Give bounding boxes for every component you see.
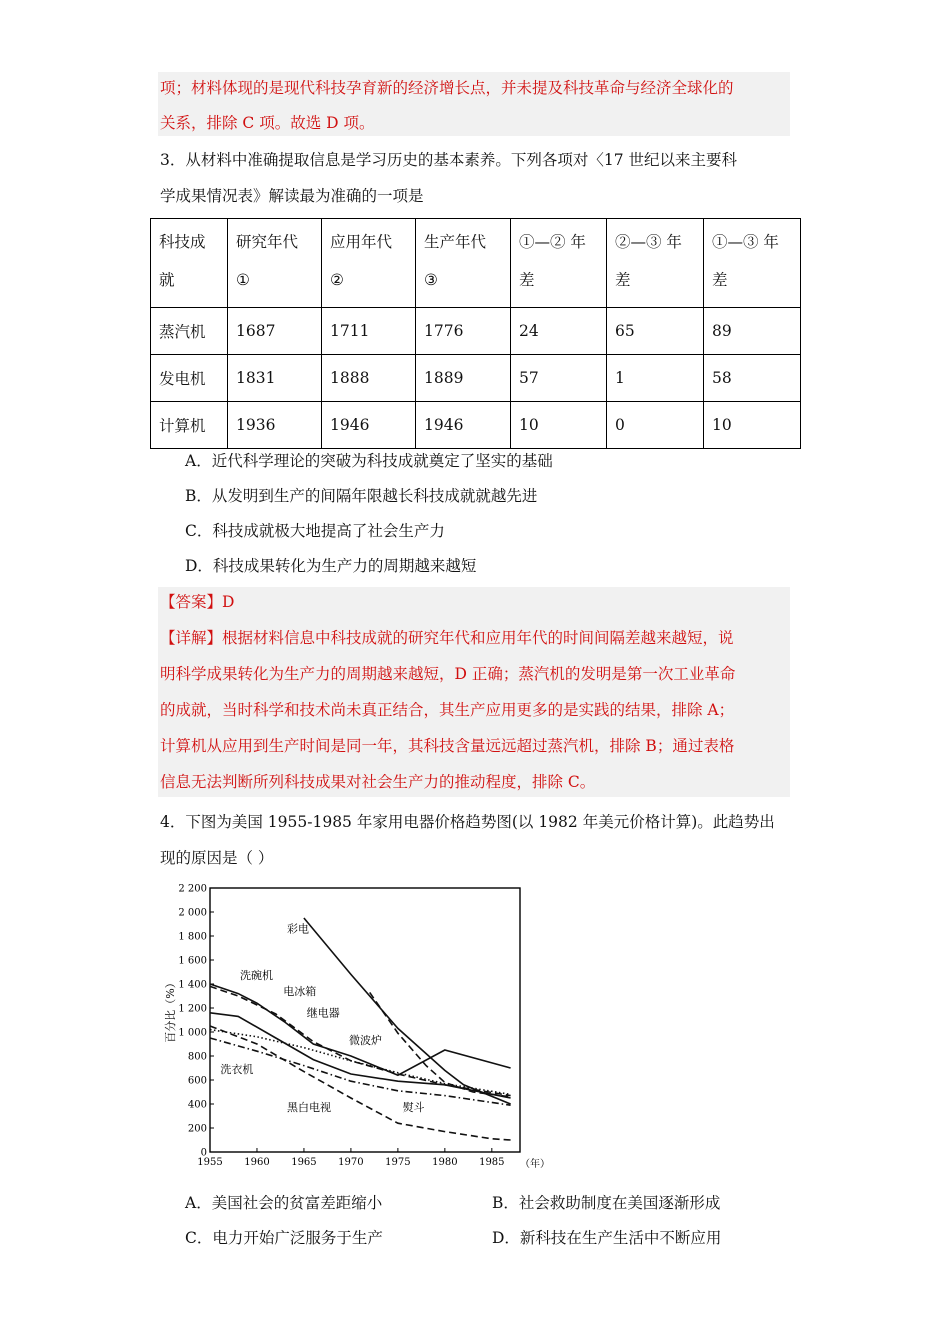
x-tick-label: 1985 bbox=[479, 1157, 505, 1168]
prev-analysis-line-2: 关系，排除 C 项。故选 D 项。 bbox=[160, 114, 375, 132]
table-cell: 发电机 bbox=[151, 355, 228, 402]
y-tick-label: 1 600 bbox=[178, 955, 207, 967]
series-label: 熨斗 bbox=[402, 1101, 425, 1115]
q4-option-b: B．社会救助制度在美国逐渐形成 bbox=[492, 1194, 721, 1212]
table-header-cell: 应用年代 ② bbox=[322, 219, 416, 308]
table-cell: 24 bbox=[511, 308, 607, 355]
q3-analysis-line-4: 计算机从应用到生产时间是同一年，其科技含量远远超过蒸汽机，排除 B；通过表格 bbox=[160, 737, 735, 755]
x-tick-label: 1970 bbox=[338, 1157, 364, 1168]
x-tick-label: 1975 bbox=[385, 1157, 411, 1168]
y-tick-label: 0 bbox=[200, 1147, 207, 1159]
table-cell: 1831 bbox=[228, 355, 322, 402]
q3-analysis-line-1: 【详解】根据材料信息中科技成就的研究年代和应用年代的时间间隔差越来越短，说 bbox=[160, 629, 734, 647]
q3-answer: 【答案】D bbox=[160, 593, 235, 611]
table-cell: 1936 bbox=[228, 402, 322, 449]
y-tick-label: 400 bbox=[187, 1099, 207, 1111]
chart-series bbox=[210, 918, 511, 1140]
table-cell: 1776 bbox=[416, 308, 511, 355]
table-header-cell: ②—③ 年 差 bbox=[607, 219, 704, 308]
series-label: 彩电 bbox=[287, 922, 310, 936]
y-tick-label: 1 800 bbox=[178, 931, 207, 943]
q3-option-c: C．科技成就极大地提高了社会生产力 bbox=[185, 522, 445, 540]
series-label: 微波炉 bbox=[349, 1034, 383, 1047]
prev-analysis-line-1: 项；材料体现的是现代科技孕育新的经济增长点，并未提及科技革命与经济全球化的 bbox=[160, 79, 734, 97]
q3-option-d: D．科技成果转化为生产力的周期越来越短 bbox=[185, 557, 477, 575]
table-cell: 57 bbox=[511, 355, 607, 402]
table-header-cell: ①—② 年 差 bbox=[511, 219, 607, 308]
q4-option-d: D．新科技在生产生活中不断应用 bbox=[492, 1229, 722, 1247]
table-cell: 1946 bbox=[416, 402, 511, 449]
table-cell: 1889 bbox=[416, 355, 511, 402]
q3-option-a: A．近代科学理论的突破为科技成就奠定了坚实的基础 bbox=[185, 452, 553, 470]
series-label: 洗衣机 bbox=[220, 1062, 254, 1076]
x-tick-label: 1965 bbox=[291, 1157, 317, 1168]
q3-stem-line-2: 学成果情况表》解读最为准确的一项是 bbox=[160, 187, 424, 205]
series-label: 黑白电视 bbox=[287, 1101, 332, 1115]
series-label: 电冰箱 bbox=[283, 984, 317, 998]
q4-option-a: A．美国社会的贫富差距缩小 bbox=[185, 1194, 383, 1212]
q4-stem-line-1: 4．下图为美国 1955-1985 年家用电器价格趋势图(以 1982 年美元价格计算)。此趋势出 bbox=[160, 813, 775, 831]
y-tick-label: 2 000 bbox=[178, 907, 207, 919]
x-tick-label: 1980 bbox=[432, 1157, 458, 1168]
y-tick-label: 2 200 bbox=[178, 883, 207, 895]
chart-axes bbox=[178, 884, 520, 1169]
series-line bbox=[370, 992, 511, 1096]
q3-analysis-line-3: 的成就，当时科学和技术尚未真正结合，其生产应用更多的是实践的结果，排除 A； bbox=[160, 701, 735, 719]
table-row bbox=[151, 308, 801, 355]
answer-highlight-band bbox=[158, 587, 790, 797]
chart-series-labels bbox=[220, 921, 424, 1114]
q3-stem-line-1: 3．从材料中准确提取信息是学习历史的基本素养。下列各项对〈17 世纪以来主要科 bbox=[160, 151, 738, 169]
table-cell: 89 bbox=[704, 308, 801, 355]
table-cell: 1711 bbox=[322, 308, 416, 355]
table-row bbox=[151, 402, 801, 449]
chart-y-axis-label: 百分比（%） bbox=[164, 977, 177, 1043]
table-header-row bbox=[151, 219, 801, 308]
table-cell: 58 bbox=[704, 355, 801, 402]
table-cell: 0 bbox=[607, 402, 704, 449]
x-tick-label: 1960 bbox=[244, 1157, 270, 1168]
appliance-price-trend-chart bbox=[162, 880, 550, 1175]
table-cell: 10 bbox=[511, 402, 607, 449]
y-tick-label: 1 200 bbox=[178, 1003, 207, 1015]
table-cell: 蒸汽机 bbox=[151, 308, 228, 355]
table-cell: 计算机 bbox=[151, 402, 228, 449]
chart-x-axis-label: （年） bbox=[520, 1159, 550, 1170]
series-label: 洗碗机 bbox=[240, 969, 274, 983]
plot-frame bbox=[210, 888, 520, 1152]
table-header-cell: ①—③ 年 差 bbox=[704, 219, 801, 308]
table-cell: 1888 bbox=[322, 355, 416, 402]
y-tick-label: 1 000 bbox=[178, 1027, 207, 1039]
table-header-cell: 研究年代 ① bbox=[228, 219, 322, 308]
y-tick-label: 800 bbox=[187, 1051, 207, 1063]
series-line bbox=[210, 1038, 511, 1105]
series-label: 继电器 bbox=[306, 1006, 340, 1020]
table-cell: 65 bbox=[607, 308, 704, 355]
table-cell: 1946 bbox=[322, 402, 416, 449]
table-cell: 1 bbox=[607, 355, 704, 402]
x-tick-label: 1955 bbox=[197, 1157, 223, 1168]
q4-option-c: C．电力开始广泛服务于生产 bbox=[185, 1229, 383, 1247]
q3-option-b: B．从发明到生产的间隔年限越长科技成就就越先进 bbox=[185, 487, 538, 505]
series-line bbox=[210, 984, 511, 1075]
y-tick-label: 200 bbox=[187, 1123, 207, 1135]
table-cell: 1687 bbox=[228, 308, 322, 355]
science-achievements-table bbox=[150, 218, 801, 449]
table-row bbox=[151, 355, 801, 402]
table-header-cell: 科技成 就 bbox=[151, 219, 228, 308]
table-cell: 10 bbox=[704, 402, 801, 449]
y-tick-label: 600 bbox=[187, 1075, 207, 1087]
table-header-cell: 生产年代 ③ bbox=[416, 219, 511, 308]
q3-analysis-line-5: 信息无法判断所列科技成果对社会生产力的推动程度，排除 C。 bbox=[160, 773, 596, 791]
q4-stem-line-2: 现的原因是（ ） bbox=[160, 849, 274, 867]
y-tick-label: 1 400 bbox=[178, 979, 207, 991]
q3-analysis-line-2: 明科学成果转化为生产力的周期越来越短，D 正确；蒸汽机的发明是第一次工业革命 bbox=[160, 665, 736, 683]
